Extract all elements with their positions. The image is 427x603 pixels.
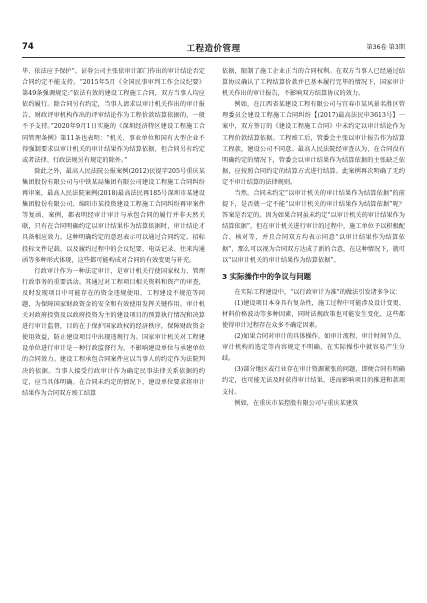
paragraph: 例如，在重庆市某控股有限公司与重庆某建筑 bbox=[234, 399, 359, 407]
section-heading: 3 实际操作中的争议与问题 bbox=[222, 271, 312, 281]
page-header bbox=[22, 42, 405, 56]
paragraph: 除此之外，最高人民法院公报案例(2012)民提字205号重庆某集团股份有限公司与中铁某局集团有限公司建设工程施工合同纠纷再审案，最高人民法院案例(2018)最高法民再185号深圳市某建设集团股份有限公司、绵阳市某投资建设工程施工合同纠纷再审案件等复函、案例，都表明经审计审计与承包合同的履行并非天然关联，只有在合同明确约定以审计结果作为结算依据时，审计结论才具备相应效力。这种明确约定的意思表示可以通过合同约定、招标投标文件记载、以及履约过程中的会议纪要、电话记录、往来沟通函等多种形式体现，这些都可能构成对合同的有效变更与补充。 bbox=[22, 167, 205, 264]
list-item: (1)建设项目本身具有复杂性，施工过程中可能涉及设计变更、材料价格波动等多种因素，同时法规政策也可能发生变化，这些都使得审计过程存在众多不确定因素。 bbox=[222, 299, 405, 329]
paragraph: 毕、依法应予保护”。证券公司主张依审计部门作出的审计结论否定合同约定不能支持。“2015年5月《全国民事审判工作会议纪要》第49条强调规定:“依法有效的建设工程施工合同，双方当事人均应依约履行。除合同另有约定，当事人请求以审计机关作出的审计报告、财政评审机构作出的评审结论作为工程价款结算依据的，一般不予支持。”2020年9月1日实施的《深圳经济特区建设工程施工合同管理条例》第11条也表明：“机关、事业单位和国有大型企业不得强制要求以审计机关的审计结果作为结算依据，但合同另有约定或者法律、行政法规另有规定的除外。” bbox=[22, 68, 205, 164]
paragraph: 在实际工程建设中，“以行政审计为准”的做法引发诸多争议： bbox=[234, 288, 402, 296]
paragraph: 行政审计作为一种法定审计，是审计机关行使国家权力、管理行政事务的重要活动。其通过对工程项目相关资料和资产的审查，及时发现项目中可能存在的资金违规使用、工程建设不规范等问题，为保障国家财政资金的安全和有效使用发挥关键作用。审计机关对政府投资及以政府投资为主的建设项目的预算执行情况和决算进行审计监督，目的在于保护国家政权的经济秩序，保障财政资金使用效益，防止建设项目中出现违规行为。国家审计机关对工程建设单位进行审计是一种行政监督行为，不影响建设单位与承建单位的合同效力。建设工程承包合同案件应以当事人的约定作为法院判决的依据。当事人接受行政审计作为确定民事法律关系依据的约定，应当具体明确。在合同未约定的情况下，建设单位要求将审计结果作为合同双方竣工结算 bbox=[22, 267, 205, 397]
list-item: (2)如果合同对审计的具体操作，如审计流程、审计时间节点、审计机构的选定等内容规定不明确，在实际操作中就容易产生分歧。 bbox=[222, 333, 405, 363]
paragraph: 例如，在江西省某建设工程有限公司与宜春市某风景名胜区管理委员会建设工程施工合同纠纷【(2017)最高法民申3613号】一案中，双方签订的《建设工程施工合同》中未约定以审计结论作为工程价款结算依据。工程竣工后，管委会主张以审计报告作为结算工程款，建设公司不同意。最高人民法院经审查认为，在合同没有明确约定的情况下，管委会以审计结果作为结算依据的主张缺乏依据，应按照合同约定的结算方式进行结算。此案例再次明确了无约定不审计结算的法律规则。 bbox=[222, 101, 405, 186]
journal-title: 工程造价管理 bbox=[186, 44, 241, 54]
paragraph: 当然，合同未约定“以审计机关的审计结果作为结算依据”的前提下，是否就一定不能“以审计机关的审计结果作为结算依据”呢？答案是否定的。因为如果合同虽未约定“以审计机关的审计结果作为结算依据”，但在审计机关进行审计的过程中，施工单位予以积极配合、核对等，并且合同双方均表示同意“以审计结果作为结算依据”，那么可以视为合同双方达成了新的合意，在这种情况下，就可以“以审计机关的审计结果作为结算依据”。 bbox=[222, 190, 405, 264]
issue-label: 第36卷 第3期 bbox=[366, 44, 405, 51]
paragraph: 依据，限制了施工企业正当的合同权利。在双方当事人已经通过结算协议确认了工程结算价款并已基本履行完毕的情况下，国家审计机关作出的审计报告，不影响双方结算协议的效力。 bbox=[222, 68, 405, 98]
left-column bbox=[22, 66, 205, 596]
header-rule bbox=[22, 57, 405, 58]
list-item: (3)部分地区或行业存在审计资源紧张的问题，即便合同有明确约定，也可能无法及时获得审计结果，进而影响项目的推进和款项支付。 bbox=[222, 366, 405, 396]
page-number: 74 bbox=[22, 42, 34, 52]
right-column bbox=[222, 66, 405, 596]
